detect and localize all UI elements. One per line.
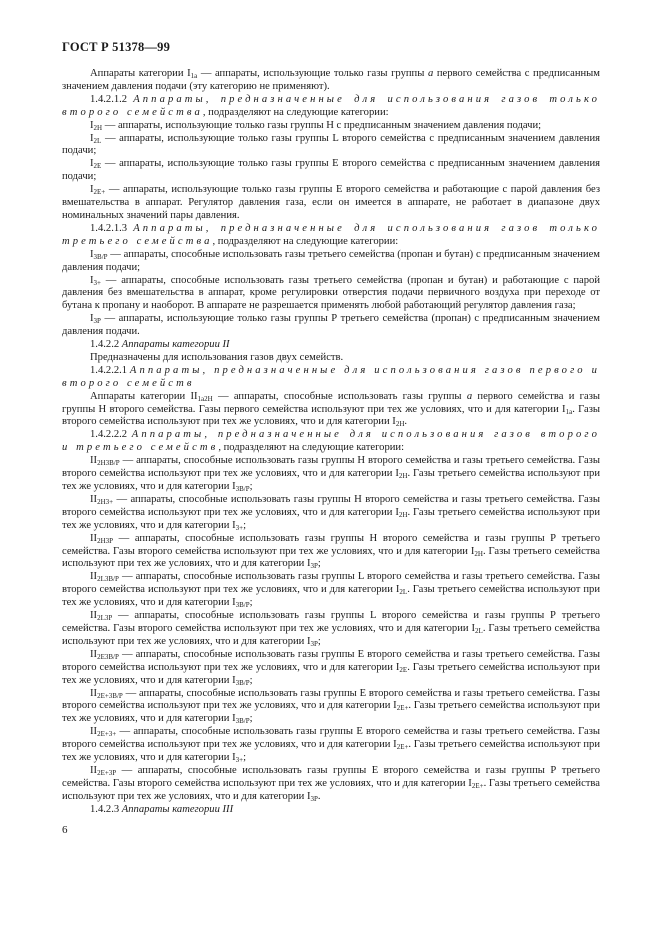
paragraph-text: 1.4.2.1.2 — [90, 93, 134, 105]
italic-text: a — [427, 68, 434, 79]
subscript-index: 2H — [398, 472, 408, 481]
subscript-index: 2L3B/P — [97, 575, 119, 584]
paragraph-text: . — [317, 790, 321, 802]
paragraph-text: — аппараты, способные использовать газы группы Н второго семейства и газы третьего семейства. Газы второго семейства используют при тех же условиях, что и для категории I — [62, 455, 600, 480]
paragraph — [62, 365, 600, 391]
paragraph-text: ; — [317, 635, 321, 647]
paragraph-text: — аппараты, использующие только газы группы L второго семейства с предписанным значением давления подачи; — [62, 132, 600, 157]
paragraph-text: — аппараты, использующие только газы группы Е второго семейства с предписанным значением давления подачи; — [62, 158, 600, 183]
subscript-index: 2E+ — [396, 704, 409, 713]
subscript-index: 2E+ — [396, 743, 409, 752]
paragraph-text: . Газы третьего семейства используют при тех же условиях, что и для категории I — [62, 584, 600, 609]
paragraph-text: I — [90, 184, 94, 196]
italic-text: a — [466, 390, 473, 402]
paragraph-text: ; — [243, 752, 247, 764]
subscript-index: 3+ — [235, 756, 244, 765]
paragraph-text: — аппараты, использующие только газы группы Е второго семейства и работающие с парой давления без вмешательства в аппарат. Регулятор давления газа, если он имеется в аппарате, не работает в диапазоне двух номинальных значений пары давления. — [62, 184, 600, 221]
paragraph-text: II — [90, 571, 98, 583]
subscript-index: 3B/P — [235, 678, 250, 687]
italic-text: Аппараты категории III — [121, 803, 234, 815]
paragraph-text: II — [90, 493, 98, 505]
paragraph-text: . Газы третьего семейства используют при тех же условиях, что и для категории I — [62, 622, 600, 647]
paragraph — [62, 391, 600, 430]
paragraph-text: . Газы третьего семейства используют при тех же условиях, что и для категории I — [62, 700, 600, 725]
paragraph-text: — аппараты, использующие только газы группы — [197, 68, 428, 79]
paragraph-text: Предназначены для использования газов двух семейств. — [90, 351, 344, 363]
paragraph-text: 1.4.2.1.3 — [90, 222, 134, 234]
paragraph — [62, 726, 600, 765]
subscript-index: 1a — [190, 72, 198, 80]
subscript-index: 2E — [93, 162, 102, 171]
section-heading-spaced: Аппараты, предназначенные для использования газов второго и третьего семейств — [62, 429, 600, 454]
subscript-index: 2H — [398, 510, 408, 519]
document-header: ГОСТ Р 51378—99 — [62, 40, 171, 54]
subscript-index: 3B/P — [93, 252, 108, 261]
paragraph — [62, 249, 600, 275]
paragraph-text: , подразделяют на следующие категории: — [212, 235, 399, 247]
paragraph-text: — аппараты, способные использовать газы группы Е второго семейства и газы третьего семейства. Газы второго семейства используют при тех же условиях, что и для категории I — [62, 726, 600, 751]
paragraph — [62, 455, 600, 494]
subscript-index: 3P — [310, 794, 318, 803]
subscript-index: 2E+3P — [97, 768, 117, 777]
subscript-index: 3B/P — [235, 717, 250, 726]
paragraph-text: — аппараты, способные использовать газы группы Н второго семейства и газы группы Р третьего семейства. Газы второго семейства используют при тех же условиях, что и для категории I — [62, 532, 600, 557]
subscript-index: 3P — [93, 317, 101, 326]
subscript-index: 2H — [93, 123, 103, 132]
section-heading-spaced: Аппараты, предназначенные для использования газов только второго семейства — [62, 93, 600, 118]
paragraph-text: II — [90, 648, 98, 660]
subscript-index: 2H3P — [97, 536, 114, 545]
paragraph-text: I — [90, 158, 94, 170]
paragraph-text: . — [404, 416, 408, 428]
paragraph — [62, 339, 600, 352]
page-number: 6 — [62, 824, 68, 836]
paragraph-text: ; — [249, 713, 253, 725]
subscript-index: 2H3B/P — [97, 459, 120, 468]
paragraph — [62, 610, 600, 649]
subscript-index: 2L — [475, 626, 483, 635]
paragraph — [62, 133, 600, 159]
paragraph-text: — аппараты, способные использовать газы третьего семейства (пропан и бутан) и работающие с парой давления без вмешательства в аппарат, кроме регулировки отверстия подачи первичного воздуха при переходе от бутана к пропану и наоборот. В аппарате не разрешается применять любой работающий регулятор давления газа; — [62, 274, 600, 312]
paragraph-text: первого семейства и газы группы Н второго семейства. Газы первого семейства используют при тех же условиях, что и для категории I — [62, 390, 601, 415]
subscript-index: 1a — [565, 407, 573, 416]
paragraph — [62, 688, 600, 727]
paragraph-text: — аппараты, способные использовать газы группы Н второго семейства и газы третьего семейства. Газы второго семейства используют при тех же условиях, что и для категории I — [62, 493, 600, 518]
paragraph-text: ; — [249, 674, 253, 686]
paragraph-text: первого семейства с предписанным значением давления подачи (эту категорию не применяют). — [62, 68, 600, 92]
paragraph-text: II — [90, 455, 98, 467]
subscript-index: 2H — [395, 420, 405, 429]
paragraph-text: ; — [249, 481, 253, 492]
paragraph-text: . Газы третьего семейства используют при тех же условиях, что и для категории I — [62, 777, 600, 802]
paragraph-text: Аппараты категории I — [90, 68, 191, 79]
subscript-index: 3B/P — [235, 601, 250, 610]
paragraph-text: . Газы третьего семейства используют при тех же условиях, что и для категории I — [62, 661, 600, 686]
paragraph — [62, 533, 600, 572]
paragraph-text: ; — [243, 519, 247, 531]
paragraph — [62, 68, 600, 94]
paragraph-text: 1.4.2.2 — [90, 339, 122, 351]
paragraph-text: I — [90, 132, 94, 144]
paragraph-text: — аппараты, способные использовать газы группы L второго семейства и газы третьего семейства. Газы второго семейства используют при тех же условиях, что и для категории I — [62, 571, 600, 596]
subscript-index: 3P — [310, 639, 318, 648]
paragraph-text: I — [90, 119, 94, 131]
paragraph-text: II — [90, 610, 98, 622]
paragraph-text: I — [90, 248, 94, 260]
paragraph-text: II — [90, 764, 98, 776]
paragraph — [62, 765, 600, 804]
paragraph-text: — аппараты, способные использовать газы группы Е второго семейства и газы третьего семейства. Газы второго семейства используют при тех же условиях, что и для категории I — [62, 648, 600, 673]
paragraph-text: — аппараты, способные использовать газы третьего семейства (пропан и бутан) с предписанным значением давления подачи; — [62, 248, 600, 273]
subscript-index: 2E+3B/P — [97, 691, 123, 700]
paragraph-text: — аппараты, способные использовать газы группы Е второго семейства и газы группы Р третьего семейства. Газы второго семейства используют при тех же условиях, что и для категории I — [62, 764, 600, 789]
subscript-index: 2H3+ — [97, 497, 114, 506]
paragraph-text: ; — [317, 558, 321, 570]
subscript-index: 2E — [399, 665, 408, 674]
paragraph — [62, 649, 600, 688]
paragraph — [62, 804, 600, 817]
italic-text: Аппараты категории II — [121, 339, 230, 351]
subscript-index: 2E3B/P — [97, 652, 119, 661]
paragraph-text: 1.4.2.2.1 — [90, 364, 130, 376]
section-heading-spaced: Аппараты, предназначенные для использования газов только третьего семейства — [62, 222, 600, 247]
paragraph-text: I — [90, 313, 94, 325]
paragraph-text: ; — [249, 597, 253, 609]
paragraph-text: II — [90, 726, 98, 738]
paragraph — [62, 94, 600, 120]
paragraph — [62, 352, 600, 365]
subscript-index: 3+ — [235, 523, 244, 532]
paragraph — [62, 275, 600, 314]
subscript-index: 3B/P — [235, 485, 250, 493]
paragraph-text: . Газы третьего семейства используют при тех же условиях, что и для категории I — [62, 545, 600, 570]
paragraph — [62, 223, 600, 249]
paragraph-text: — аппараты, способные использовать газы группы — [212, 390, 467, 402]
subscript-index: 2E+3+ — [97, 730, 117, 739]
paragraph-text: — аппараты, использующие только газы группы Н с предписанным значением давления подачи; — [102, 119, 542, 131]
paragraph-text: I — [90, 274, 94, 286]
document-body — [62, 68, 600, 817]
paragraph-text: 1.4.2.3 — [90, 803, 122, 815]
paragraph-text: . Газы третьего семейства используют при тех же условиях, что и для категории I — [62, 739, 600, 764]
paragraph — [62, 120, 600, 133]
paragraph — [62, 494, 600, 533]
paragraph — [62, 429, 600, 455]
paragraph-text: . Газы второго семейства используют при тех же условиях, что и для категории I — [62, 403, 600, 428]
paragraph-text: 1.4.2.2.2 — [90, 429, 132, 441]
paragraph-text: — аппараты, использующие только газы группы Р третьего семейства (пропан) с предписанным значением давления подачи. — [62, 313, 600, 338]
subscript-index: 1a2H — [197, 394, 213, 403]
subscript-index: 3+ — [93, 278, 101, 287]
paragraph-text: Аппараты категории II — [90, 390, 198, 402]
paragraph-text: , подразделяют на следующие категории: — [202, 106, 389, 118]
subscript-index: 2L — [93, 136, 102, 145]
paragraph-text: II — [90, 532, 98, 544]
paragraph — [62, 158, 600, 184]
subscript-index: 3P — [310, 562, 318, 571]
paragraph-text: — аппараты, способные использовать газы группы L второго семейства и газы группы Р третьего семейства. Газы второго семейства используют при тех же условиях, что и для категории I — [62, 610, 600, 634]
paragraph — [62, 571, 600, 610]
paragraph-text: — аппараты, способные использовать газы группы Е второго семейства и газы третьего семейства. Газы второго семейства используют при тех же условиях, что и для категории I — [62, 687, 600, 712]
paragraph — [62, 184, 600, 223]
subscript-index: 2H — [474, 549, 483, 558]
paragraph-text: , подразделяют на следующие категории: — [218, 442, 405, 454]
subscript-index: 2L — [399, 588, 408, 597]
section-heading-spaced: Аппараты, предназначенные для использования газов первого и второго семейств — [62, 364, 600, 389]
subscript-index: 2L3P — [97, 614, 113, 623]
paragraph — [62, 313, 600, 339]
paragraph-text: II — [90, 687, 98, 699]
paragraph-text: . Газы третьего семейства используют при тех же условиях, что и для категории I — [62, 468, 600, 492]
subscript-index: 2E+ — [471, 781, 484, 790]
paragraph-text: . Газы третьего семейства используют при тех же условиях, что и для категории I — [62, 506, 600, 531]
subscript-index: 2E+ — [93, 188, 106, 197]
